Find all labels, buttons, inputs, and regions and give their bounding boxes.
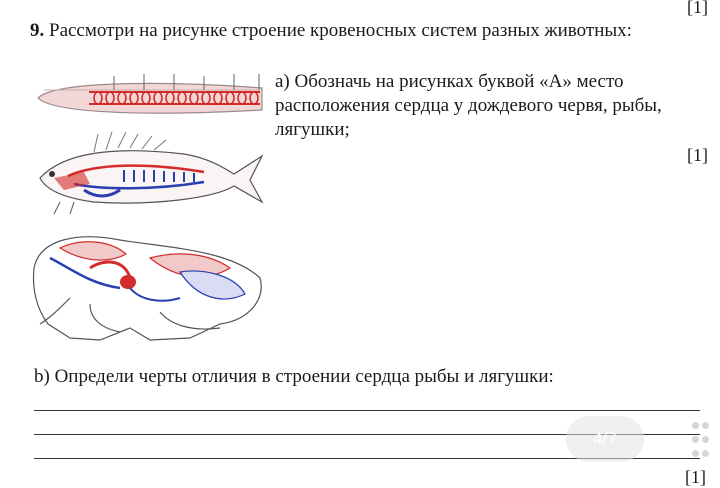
part-a-text: a) Обозначь на рисунках буквой «А» место расположения сердца у дождевого червя, рыбы, лягушки; <box>275 71 662 140</box>
part-b-text: b) Определи черты отличия в строении сердца рыбы и лягушки: <box>34 366 554 387</box>
page-indicator: 4/7 <box>566 416 644 462</box>
top-score-mark: [1] <box>687 0 708 17</box>
part-a-score-mark: [1] <box>687 145 708 165</box>
bottom-score-mark: [1] <box>685 467 706 487</box>
frog-illustration <box>30 228 266 346</box>
question-text: Рассмотри на рисунке строение кровеносных систем разных животных: <box>49 20 632 41</box>
fish-illustration <box>34 128 266 216</box>
question-title <box>30 20 632 42</box>
more-options-icon[interactable] <box>692 420 712 460</box>
answer-line[interactable] <box>34 410 700 411</box>
question-number: 9. <box>30 20 45 41</box>
earthworm-illustration <box>34 70 266 122</box>
